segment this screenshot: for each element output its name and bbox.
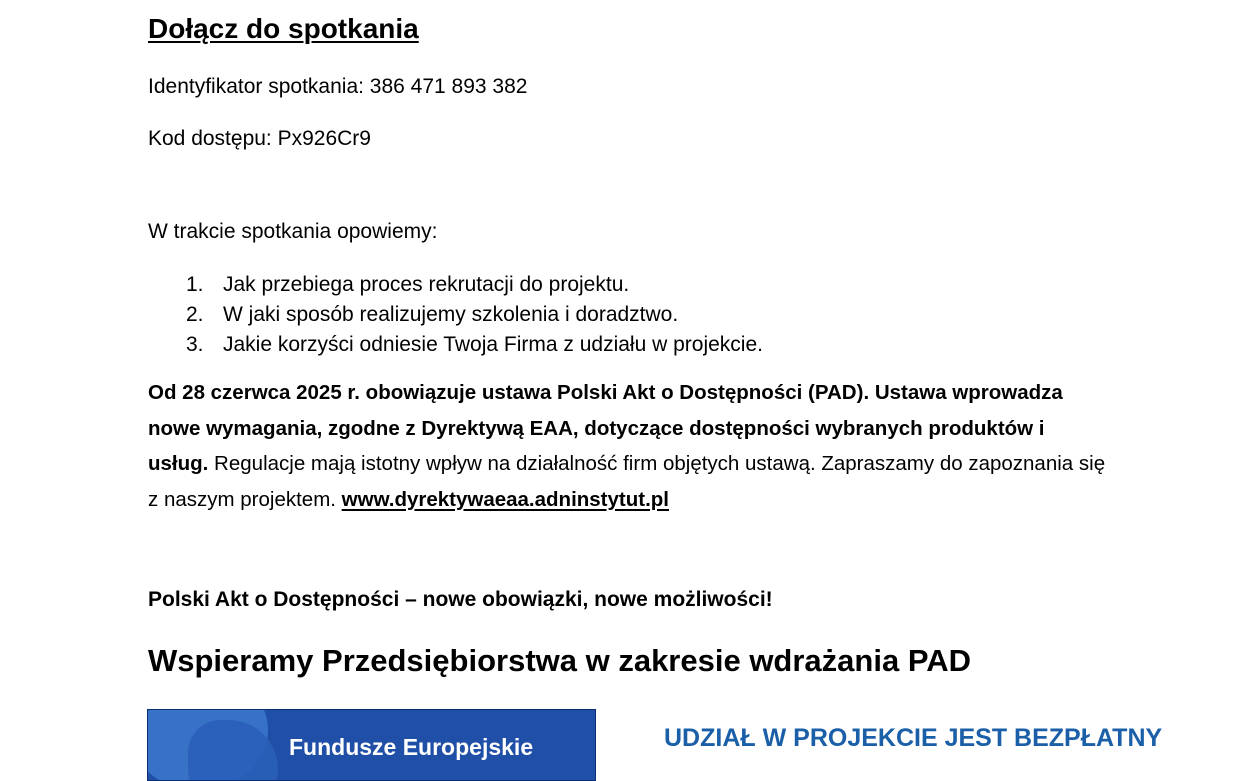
support-heading: Wspieramy Przedsiębiorstwa w zakresie wdrażania PAD: [148, 643, 971, 678]
pad-info-paragraph: [148, 375, 1108, 517]
list-item-text: W jaki sposób realizujemy szkolenia i doradztwo.: [223, 303, 679, 326]
agenda-list: [148, 270, 763, 360]
meeting-id-text: Identyfikator spotkania: 386 471 893 382: [148, 75, 528, 98]
list-item: [148, 330, 763, 360]
free-participation-banner: UDZIAŁ W PROJEKCIE JEST BEZPŁATNY: [664, 724, 1163, 752]
list-number: 3.: [186, 333, 204, 356]
list-item: [148, 270, 763, 300]
list-item-text: Jak przebiega proces rekrutacji do projektu.: [223, 273, 630, 296]
eu-logo-text: Fundusze Europejskie: [289, 734, 534, 760]
pad-info-bold: Od 28 czerwca 2025 r. obowiązuje ustawa Polski Akt o Dostępności (PAD). Ustawa wprowadza nowe wymagania, zgodne z Dyrektywą EAA, dotyczące dostępności wybranych produktów i usług.: [148, 381, 1063, 475]
eu-funds-logo: [147, 709, 596, 781]
project-website-link[interactable]: www.dyrektywaeaa.adninstytut.pl: [341, 487, 670, 511]
list-number: 2.: [186, 303, 204, 326]
pad-tagline: Polski Akt o Dostępności – nowe obowiązki, nowe możliwości!: [148, 588, 773, 611]
pad-info-text: Regulacje mają istotny wpływ na działalność firm objętych ustawą. Zapraszamy do zapoznania się z naszym projektem.: [148, 452, 1106, 511]
list-item: [148, 300, 763, 330]
list-item-text: Jakie korzyści odniesie Twoja Firma z udziału w projekcie.: [223, 333, 763, 356]
join-meeting-heading: Dołącz do spotkania: [148, 13, 419, 44]
access-code-text: Kod dostępu: Px926Cr9: [148, 127, 371, 150]
list-number: 1.: [186, 273, 204, 296]
agenda-intro: W trakcie spotkania opowiemy:: [148, 220, 438, 243]
